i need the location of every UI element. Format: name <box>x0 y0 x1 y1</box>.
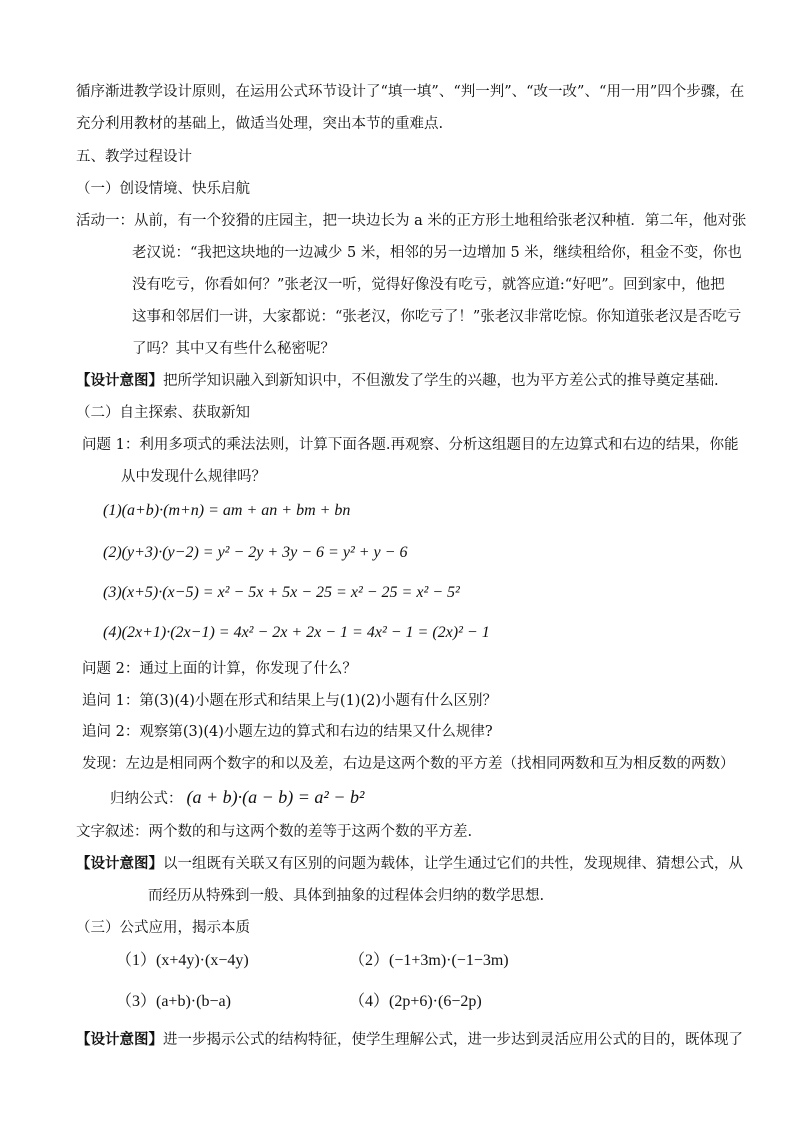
exercise-4: （4）(2p+6)·(6−2p) <box>349 993 482 1010</box>
section-heading: 五、教学过程设计 <box>76 149 192 165</box>
subsection-heading: （三）公式应用，揭示本质 <box>76 920 250 936</box>
design-intent-tag: 【设计意图】 <box>76 372 163 389</box>
design-intent-text: 进一步揭示公式的结构特征，使学生理解公式，进一步达到灵活应用公式的目的，既体现了 <box>163 1032 743 1048</box>
subsection-heading: （二）自主探索、获取新知 <box>76 405 250 421</box>
followup-question: 追问 2：观察第(3)(4)小题左边的算式和右边的结果又什么规律? <box>82 724 493 740</box>
induction-formula: (a + b)·(a − b) = a² − b² <box>186 787 365 807</box>
design-intent-text: 以一组既有关联又有区别的问题为载体，让学生通过它们的共性，发现规律、猜想公式，从 <box>163 856 743 872</box>
activity-line: 没有吃亏，你看如何？”张老汉一听，觉得好像没有吃亏，就答应道:“好吧”。回到家中，他把 <box>132 277 725 293</box>
design-intent-line <box>76 855 743 873</box>
design-intent-tag: 【设计意图】 <box>76 1031 163 1048</box>
design-intent-line <box>76 1031 743 1049</box>
subsection-heading: （一）创设情境、快乐启航 <box>76 181 250 197</box>
question-line: 问题 2：通过上面的计算，你发现了什么？ <box>82 661 357 677</box>
paragraph-line: 充分利用教材的基础上，做适当处理，突出本节的重难点. <box>76 116 444 132</box>
question-line: 从中发现什么规律吗？ <box>121 469 266 485</box>
followup-question: 追问 1：第(3)(4)小题在形式和结果上与(1)(2)小题有什么区别？ <box>82 693 497 709</box>
formula-1: (1)(a+b)·(m+n) = am + an + bm + bn <box>103 502 351 519</box>
question-line: 问题 1：利用多项式的乘法法则，计算下面各题.再观察、分析这组题目的左边算式和右边的结果，你能 <box>82 437 739 453</box>
activity-line: 了吗？其中又有些什么秘密呢？ <box>132 341 335 357</box>
formula-3: (3)(x+5)·(x−5) = x² − 5x + 5x − 25 = x² − 25 = x² − 5² <box>103 584 460 601</box>
activity-line: 老汉说：“我把这块地的一边减少 5 米，相邻的另一边增加 5 米，继续租给你，租金不变，你也 <box>132 245 742 261</box>
finding-line: 发现：左边是相同两个数字的和以及差，右边是这两个数的平方差（找相同两数和互为相反数的两数） <box>82 756 735 772</box>
induction-label: 归纳公式： <box>110 791 183 807</box>
exercise-3: （3）(a+b)·(b−a) <box>116 993 231 1010</box>
exercise-2: （2）(−1+3m)·(−1−3m) <box>349 952 509 969</box>
activity-line: 这事和邻居们一讲，大家都说：“张老汉，你吃亏了！”张老汉非常吃惊。你知道张老汉是否吃亏 <box>132 309 742 325</box>
formula-2: (2)(y+3)·(y−2) = y² − 2y + 3y − 6 = y² + y − 6 <box>103 544 408 561</box>
text-statement: 文字叙述：两个数的和与这两个数的差等于这两个数的平方差. <box>76 824 473 840</box>
induction-formula-line <box>110 788 364 808</box>
formula-4: (4)(2x+1)·(2x−1) = 4x² − 2x + 2x − 1 = 4x² − 1 = (2x)² − 1 <box>103 624 490 641</box>
design-intent-line <box>76 372 719 390</box>
design-intent-tag: 【设计意图】 <box>76 855 163 872</box>
activity-line: 活动一：从前，有一个狡猾的庄园主，把一块边长为 a 米的正方形土地租给张老汉种植．第二年，他对张 <box>76 213 747 229</box>
exercise-1: （1）(x+4y)·(x−4y) <box>116 952 249 969</box>
paragraph-line: 循序渐进教学设计原则，在运用公式环节设计了“填一填”、“判一判”、“改一改”、“用一用”四个步骤，在 <box>76 84 745 100</box>
design-intent-text: 把所学知识融入到新知识中，不但激发了学生的兴趣，也为平方差公式的推导奠定基础. <box>163 373 719 389</box>
design-intent-text: 而经历从特殊到一般、具体到抽象的过程体会归纳的数学思想. <box>148 888 545 904</box>
